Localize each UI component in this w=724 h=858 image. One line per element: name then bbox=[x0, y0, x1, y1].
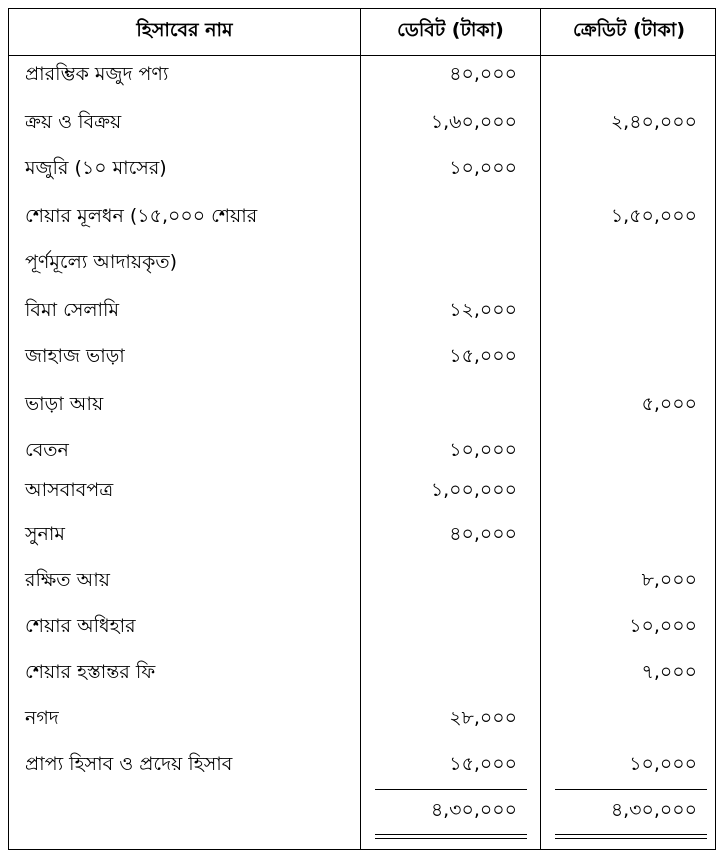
debit-amount: ১২,০০০ bbox=[449, 299, 517, 321]
credit-amount: ২,৪০,০০০ bbox=[610, 111, 697, 133]
header-account: হিসাবের নাম bbox=[136, 19, 233, 41]
debit-amount: ৪০,০০০ bbox=[449, 63, 517, 85]
account-name: পূর্ণমূল্যে আদায়কৃত) bbox=[25, 251, 178, 273]
credit-double-rule-top bbox=[555, 834, 707, 835]
credit-amount: ১০,০০০ bbox=[629, 615, 697, 637]
debit-double-rule-bottom bbox=[375, 838, 527, 839]
debit-amount: ১০,০০০ bbox=[449, 439, 517, 461]
debit-subtotal-rule bbox=[375, 789, 527, 790]
account-name: প্রাপ্য হিসাব ও প্রদেয় হিসাব bbox=[25, 753, 233, 775]
credit-amount: ৭,০০০ bbox=[641, 661, 697, 683]
account-name: আসবাবপত্র bbox=[25, 479, 114, 501]
debit-total: ৪,৩০,০০০ bbox=[430, 799, 517, 821]
credit-double-rule-bottom bbox=[555, 838, 707, 839]
credit-amount: ১০,০০০ bbox=[629, 753, 697, 775]
header-credit: ক্রেডিট (টাকা) bbox=[572, 19, 685, 41]
account-name: ক্রয় ও বিক্রয় bbox=[25, 111, 122, 133]
header-divider bbox=[9, 55, 715, 56]
account-name: প্রারম্ভিক মজুদ পণ্য bbox=[25, 63, 169, 85]
credit-total: ৪,৩০,০০০ bbox=[610, 799, 697, 821]
account-name: সুনাম bbox=[25, 523, 65, 545]
debit-amount: ১৫,০০০ bbox=[449, 345, 517, 367]
credit-subtotal-rule bbox=[555, 789, 707, 790]
account-name: রক্ষিত আয় bbox=[25, 569, 110, 591]
debit-amount: ৪০,০০০ bbox=[449, 523, 517, 545]
debit-amount: ১,০০,০০০ bbox=[430, 479, 517, 501]
credit-amount: ১,৫০,০০০ bbox=[610, 205, 697, 227]
debit-amount: ২৮,০০০ bbox=[449, 707, 517, 729]
account-name: শেয়ার হস্তান্তর ফি bbox=[25, 661, 156, 683]
trial-balance-table bbox=[8, 8, 716, 850]
account-name: বেতন bbox=[25, 439, 69, 461]
credit-amount: ৫,০০০ bbox=[641, 393, 697, 415]
header-debit: ডেবিট (টাকা) bbox=[397, 19, 504, 41]
account-name: জাহাজ ভাড়া bbox=[25, 345, 125, 367]
account-name: বিমা সেলামি bbox=[25, 299, 120, 321]
debit-amount: ১৫,০০০ bbox=[449, 753, 517, 775]
column-divider-credit bbox=[540, 9, 541, 849]
debit-amount: ১,৬০,০০০ bbox=[430, 111, 517, 133]
column-divider-debit bbox=[360, 9, 361, 849]
account-name: শেয়ার মূলধন (১৫,০০০ শেয়ার bbox=[25, 205, 258, 227]
account-name: নগদ bbox=[25, 707, 59, 729]
debit-double-rule-top bbox=[375, 834, 527, 835]
account-name: শেয়ার অধিহার bbox=[25, 615, 136, 637]
account-name: ভাড়া আয় bbox=[25, 393, 104, 415]
debit-amount: ১০,০০০ bbox=[449, 157, 517, 179]
account-name: মজুরি (১০ মাসের) bbox=[25, 157, 167, 179]
credit-amount: ৮,০০০ bbox=[641, 569, 697, 591]
